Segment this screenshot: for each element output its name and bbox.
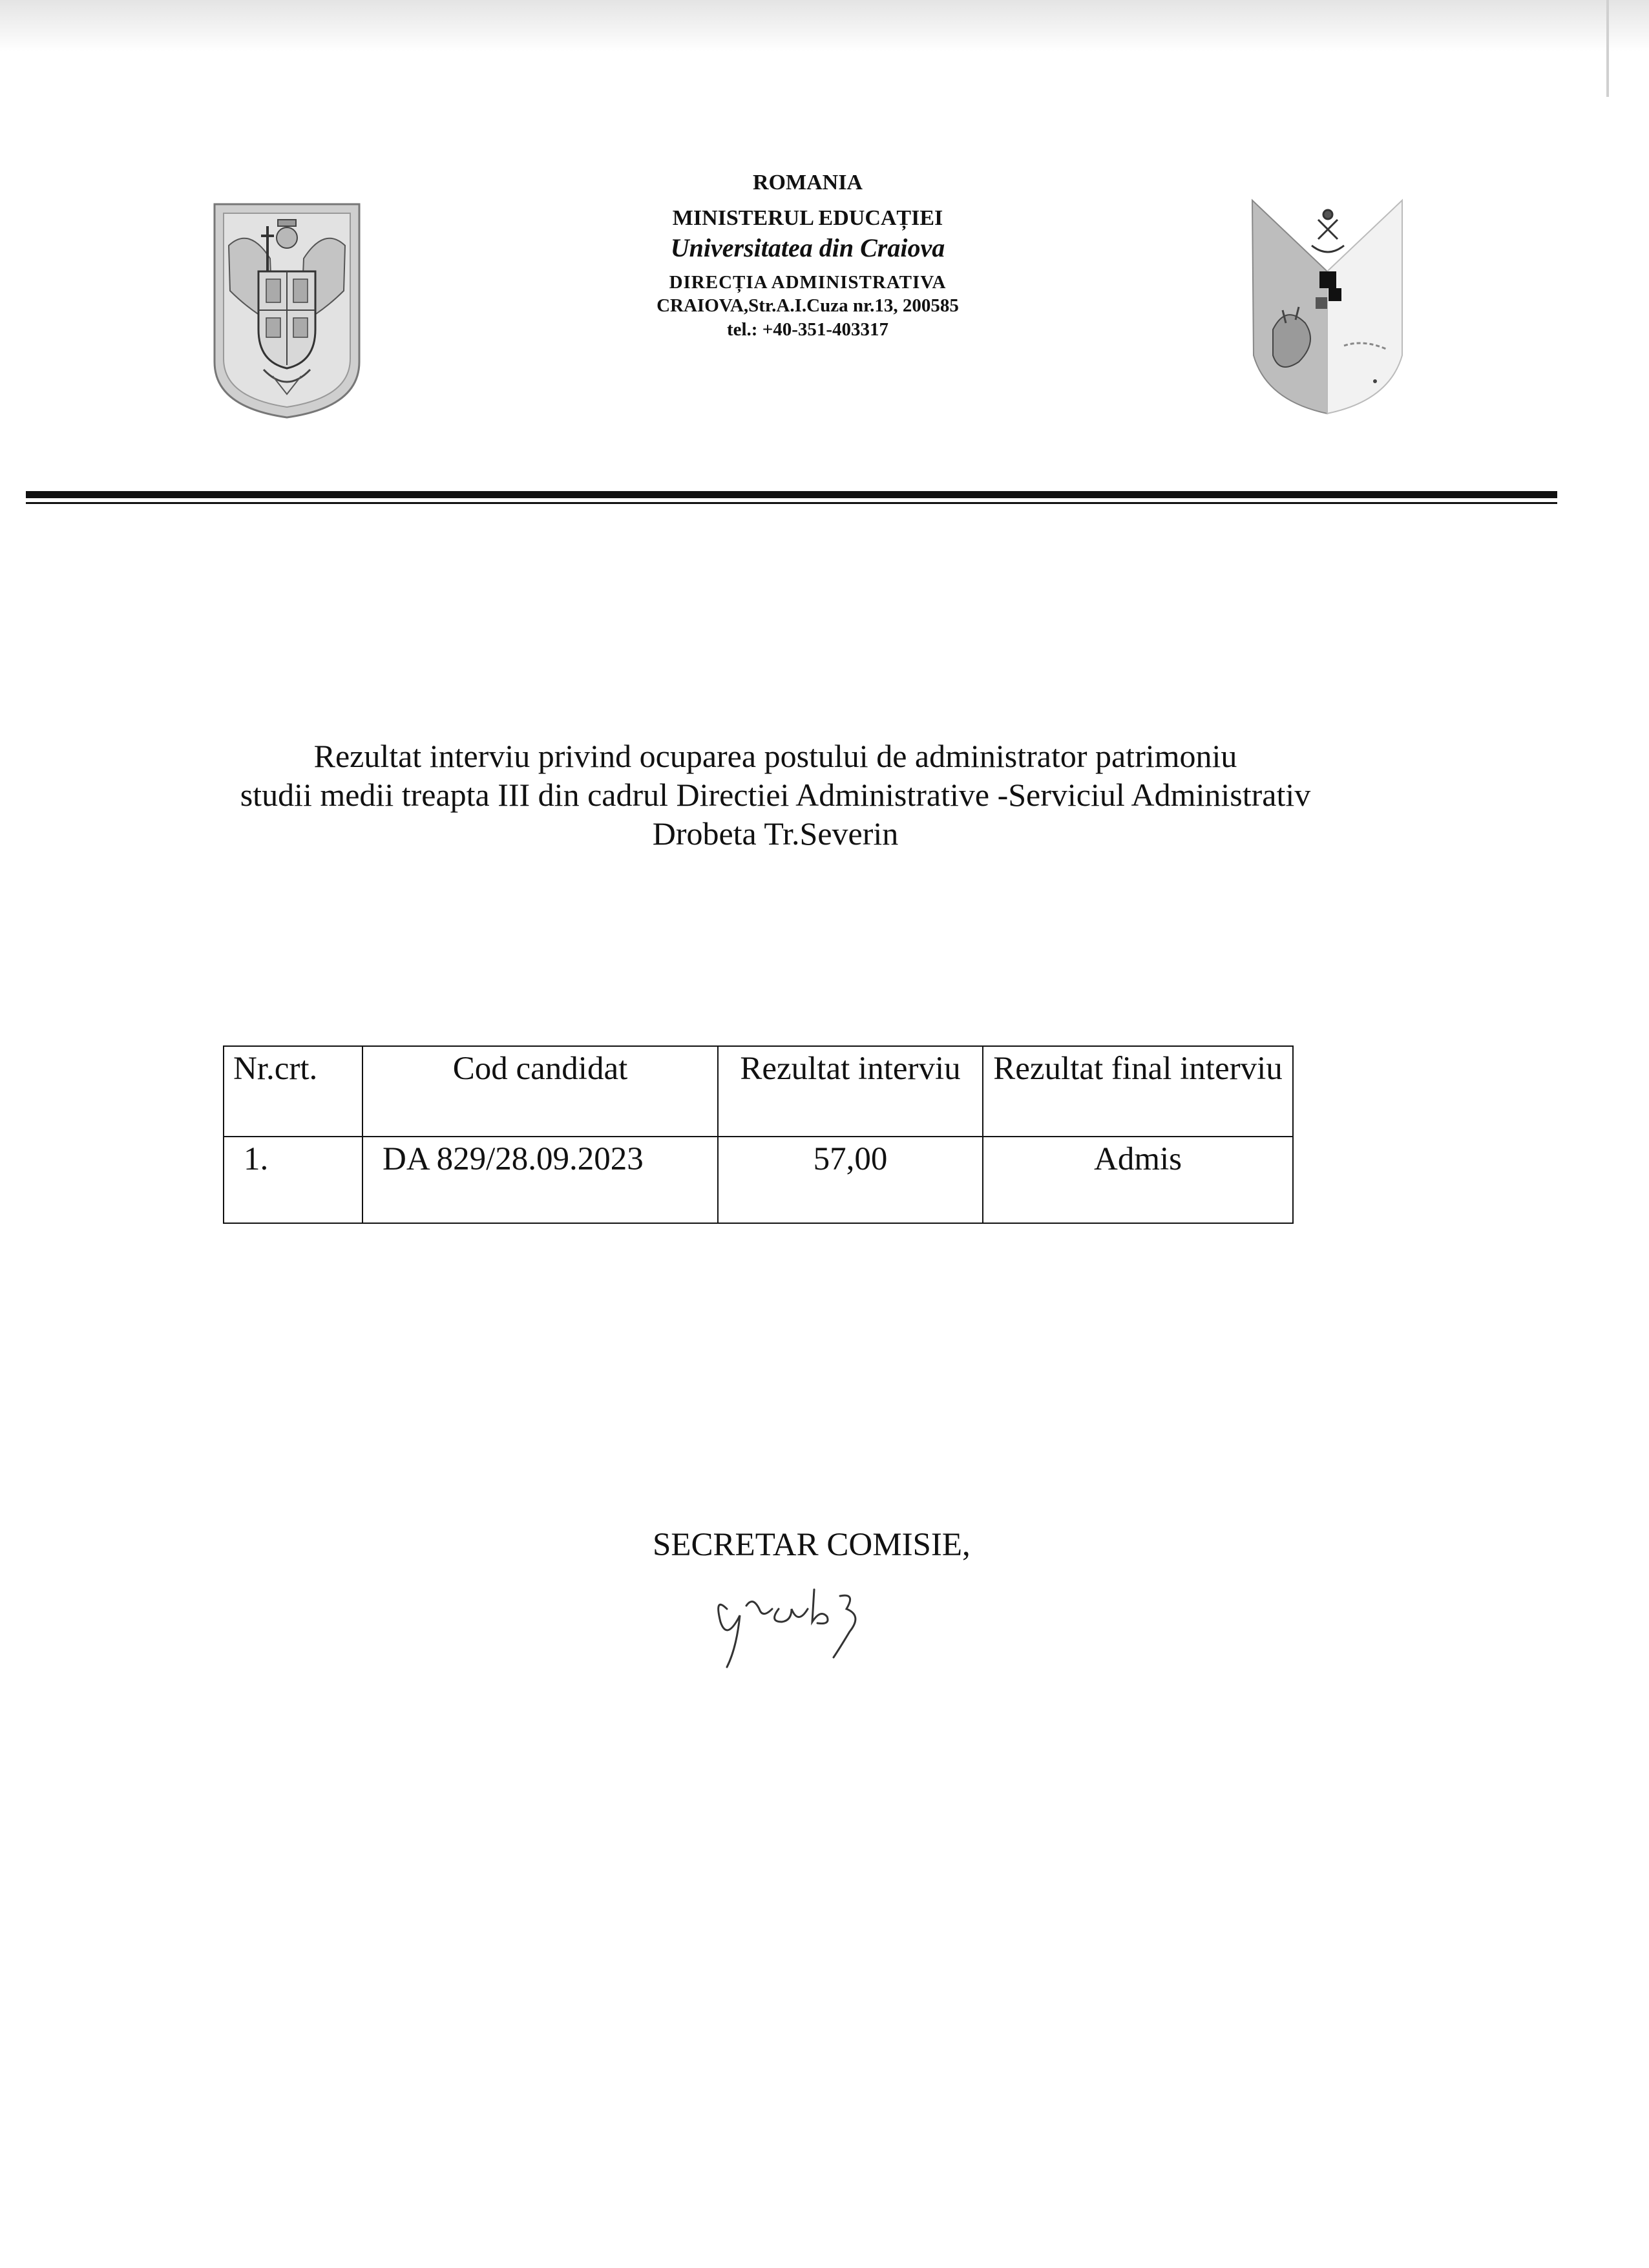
- scan-edge: [1606, 0, 1609, 97]
- title-line-1: Rezultat interviu privind ocuparea postului de administrator patrimoniu: [313, 738, 1237, 774]
- title-line-2: studii medii treapta III din cadrul Directiei Administrative -Serviciul Administrativ: [240, 777, 1311, 813]
- table-row: [224, 1137, 1293, 1223]
- header-rezultat-final: Rezultat final interviu: [983, 1046, 1293, 1137]
- table-header-row: [224, 1046, 1293, 1137]
- letterhead-address: CRAIOVA,Str.A.I.Cuza nr.13, 200585: [656, 295, 959, 317]
- header-rezultat-interviu: Rezultat interviu: [718, 1046, 983, 1137]
- letterhead: [452, 169, 1163, 341]
- header-cod-candidat: Cod candidat: [362, 1046, 718, 1137]
- scan-shadow: [0, 0, 1649, 52]
- letterhead-ministry: MINISTERUL EDUCAȚIEI: [672, 205, 943, 230]
- handwritten-signature: [701, 1570, 895, 1674]
- title-line-3: Drobeta Tr.Severin: [652, 815, 899, 852]
- cell-rezultat-final: Admis: [983, 1137, 1293, 1223]
- letterhead-phone: tel.: +40-351-403317: [726, 319, 889, 340]
- header-divider-thin: [26, 502, 1557, 504]
- university-crest-icon: [1247, 194, 1409, 420]
- signature-title: SECRETAR COMISIE,: [653, 1527, 971, 1563]
- document-title: [162, 737, 1389, 853]
- cell-nr-crt: 1.: [224, 1137, 362, 1223]
- letterhead-university: Universitatea din Craiova: [670, 233, 945, 262]
- header-nr-crt: Nr.crt.: [224, 1046, 362, 1137]
- cell-cod-candidat: DA 829/28.09.2023: [362, 1137, 718, 1223]
- letterhead-department: DIRECȚIA ADMINISTRATIVA: [669, 272, 947, 293]
- romania-coat-of-arms-icon: [211, 200, 363, 420]
- header-divider-thick: [26, 491, 1557, 498]
- results-table: [223, 1045, 1294, 1224]
- letterhead-country: ROMANIA: [753, 171, 863, 194]
- cell-rezultat-interviu: 57,00: [718, 1137, 983, 1223]
